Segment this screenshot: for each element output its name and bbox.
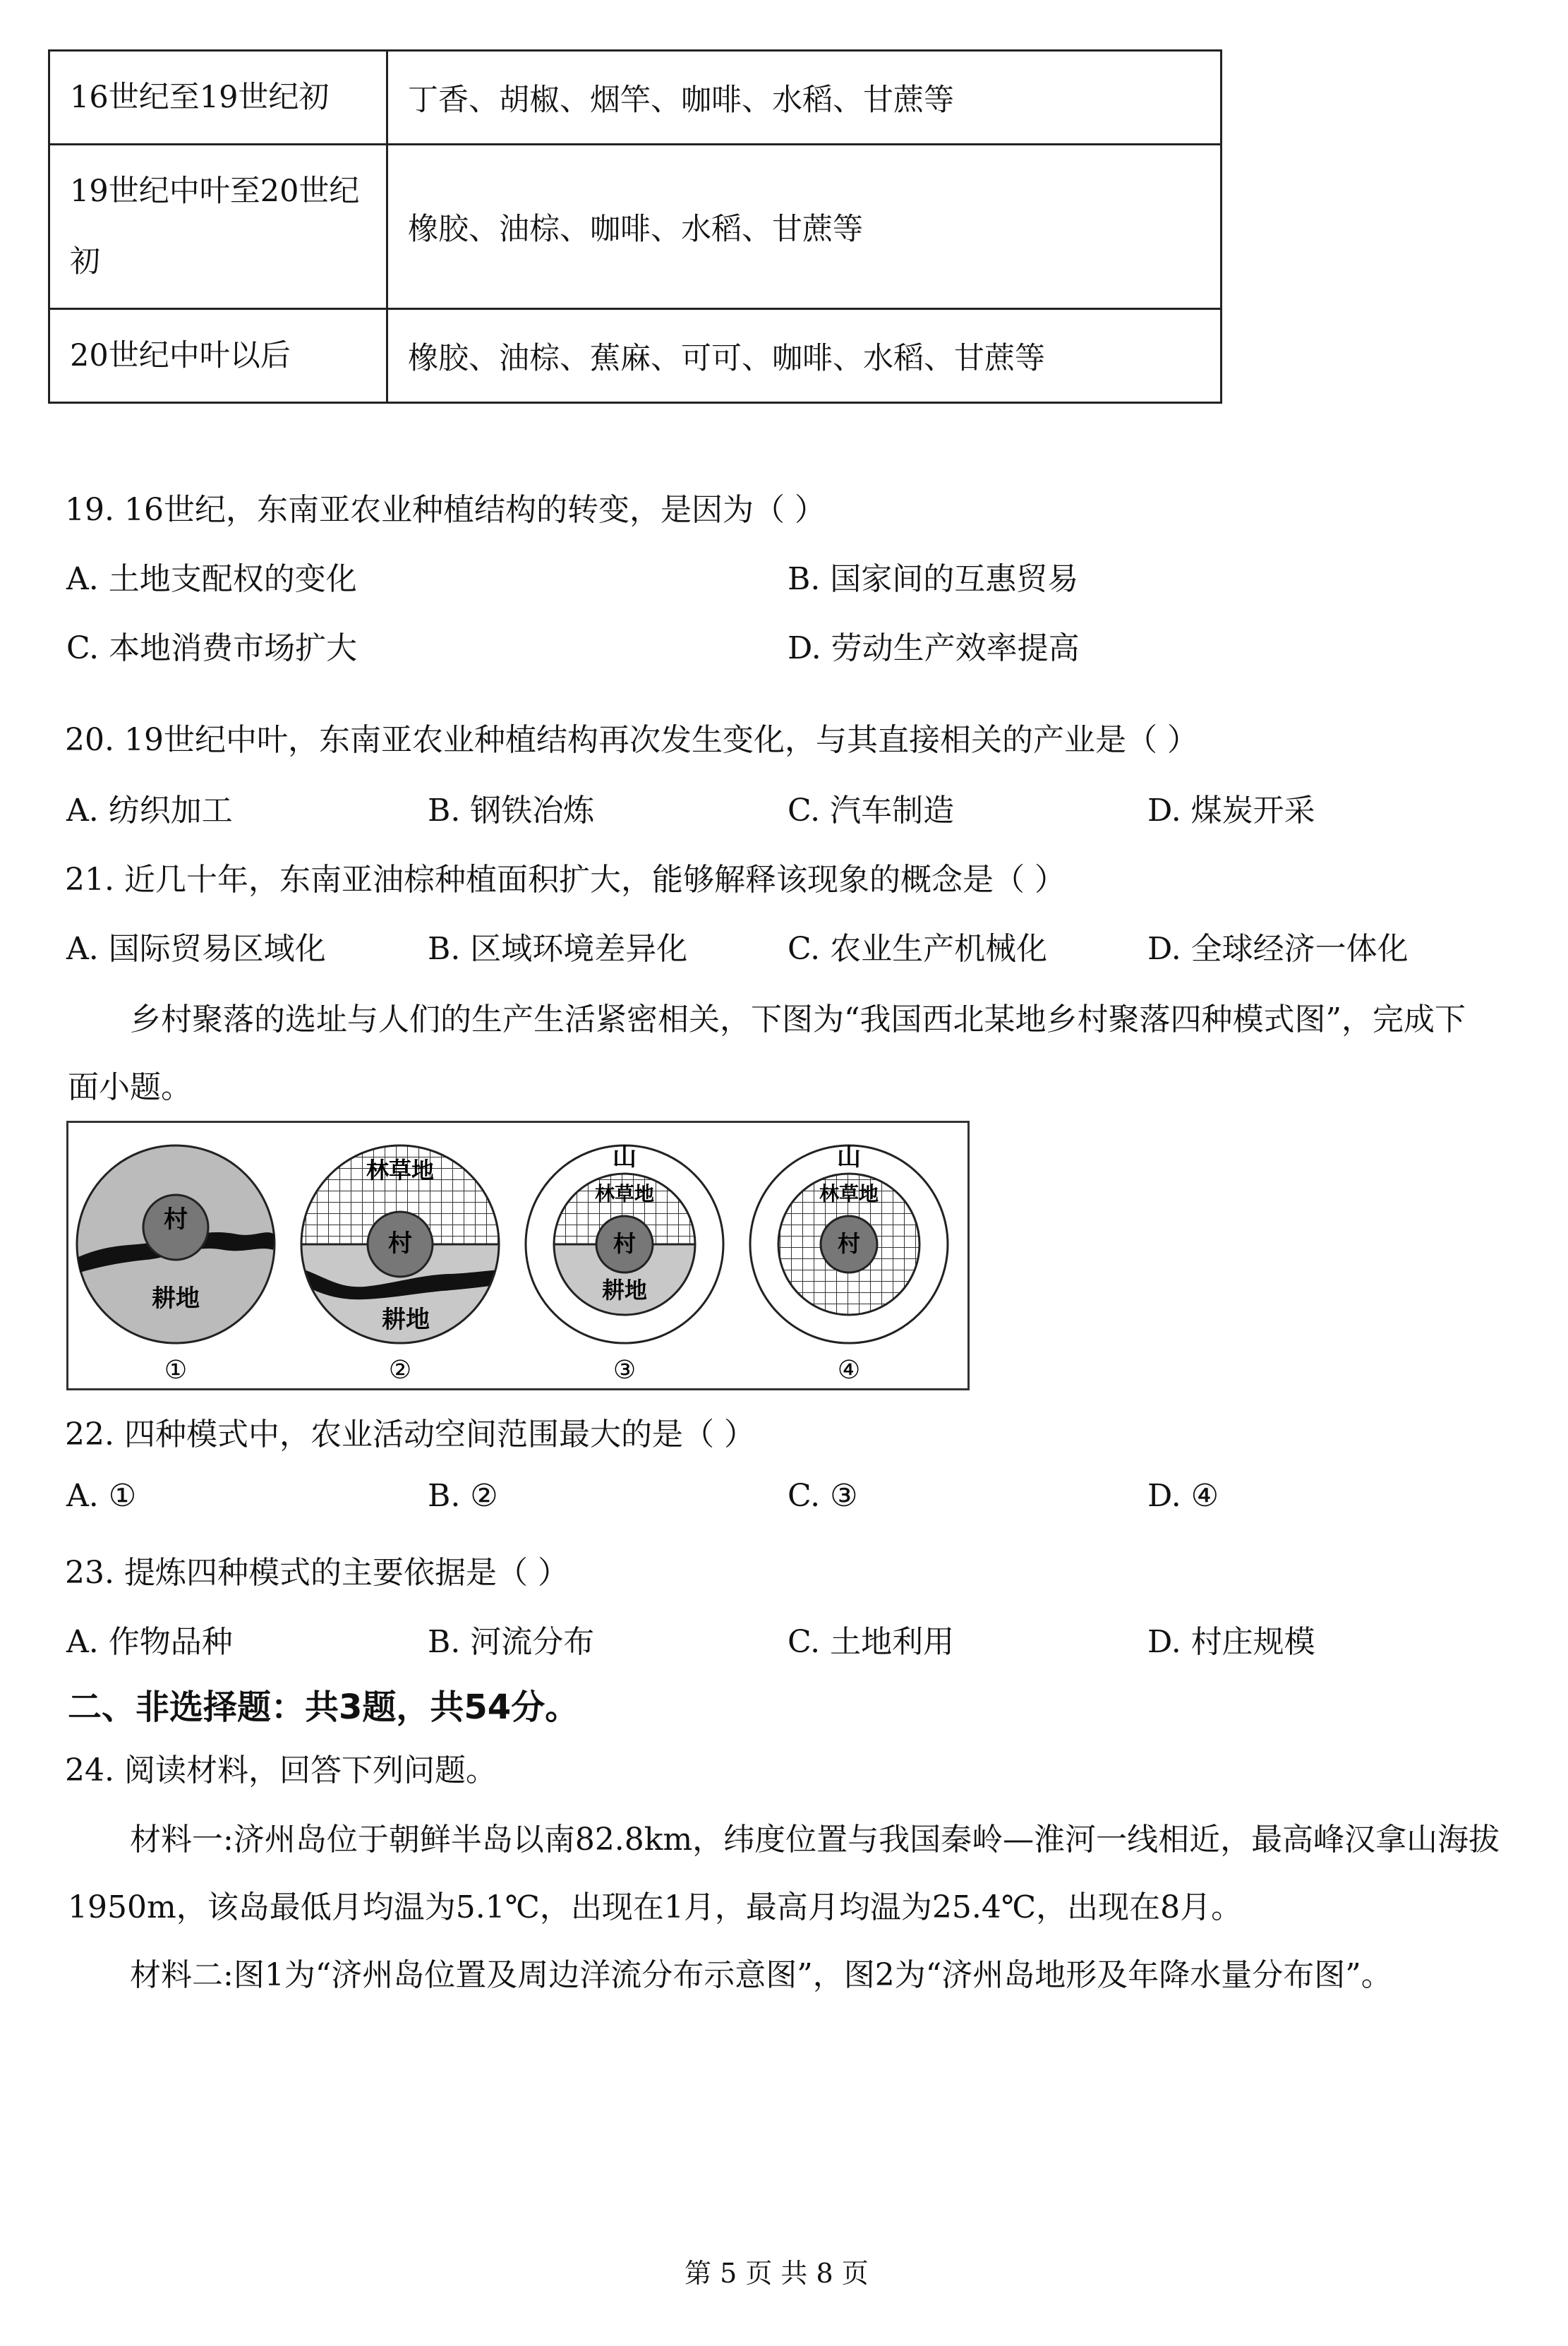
q23-stem: 23. 提炼四种模式的主要依据是（ ） [65,1555,569,1591]
q22-option-a: A. ① [66,1478,137,1514]
forest-grass-label: 林草地 [366,1157,435,1184]
table-row [49,51,1222,145]
period-cell: 19世纪中叶至20世纪初 [49,145,387,309]
q19-option-a: A. 土地支配权的变化 [66,561,357,597]
q23-option-c: C. 土地利用 [788,1624,955,1660]
village-label: 村 [837,1230,861,1257]
pattern-number: ④ [837,1356,861,1385]
crops-cell: 丁香、胡椒、烟竿、咖啡、水稻、甘蔗等 [387,51,1222,145]
intro-line-2: 面小题。 [68,1069,192,1105]
village-label: 村 [613,1230,637,1257]
q22-option-b: B. ② [428,1478,498,1514]
pattern-1 [77,1145,275,1343]
q19-option-c: C. 本地消费市场扩大 [66,630,358,666]
pattern-2 [294,1145,506,1350]
forest-grass-label: 林草地 [819,1182,879,1205]
farmland-label: 耕地 [382,1306,430,1334]
q19-option-d: D. 劳动生产效率提高 [788,630,1080,666]
crops-cell: 橡胶、油棕、咖啡、水稻、甘蔗等 [387,145,1222,309]
q22-option-c: C. ③ [788,1478,858,1514]
q21-stem: 21. 近几十年，东南亚油棕种植面积扩大，能够解释该现象的概念是（ ） [65,862,1066,898]
q21-option-d: D. 全球经济一体化 [1147,931,1409,967]
q23-option-b: B. 河流分布 [428,1624,595,1660]
farmland-label: 耕地 [152,1285,200,1313]
q20-stem: 20. 19世纪中叶，东南亚农业种植结构再次发生变化，与其直接相关的产业是（ ） [65,722,1198,758]
mountain-label: 山 [613,1143,637,1172]
village-label: 村 [388,1229,412,1258]
q24-material-1-line-1: 材料一:济州岛位于朝鲜半岛以南82.8km，纬度位置与我国秦岭—淮河一线相近，最高峰汉拿山海拔 [130,1822,1500,1858]
forest-grass-label: 林草地 [594,1182,655,1205]
q21-option-a: A. 国际贸易区域化 [66,931,326,967]
table-row [49,145,1222,309]
period-cell: 16世纪至19世纪初 [49,51,387,145]
q23-option-d: D. 村庄规模 [1147,1624,1315,1660]
q24-material-2: 材料二:图1为“济州岛位置及周边洋流分布示意图”，图2为“济州岛地形及年降水量分布图”。 [130,1957,1392,1993]
farmland-label: 耕地 [601,1277,648,1304]
table-row [49,309,1222,403]
q19-option-b: B. 国家间的互惠贸易 [788,561,1079,597]
pattern-number: ① [164,1356,188,1385]
village-label: 村 [164,1205,188,1234]
q21-option-b: B. 区域环境差异化 [428,931,688,967]
q24-material-1-line-2: 1950m，该岛最低月均温为5.1℃，出现在1月，最高月均温为25.4℃，出现在8月。 [68,1889,1243,1925]
pattern-number: ③ [613,1356,637,1385]
crop-period-table [48,49,1222,404]
section-2-heading: 二、非选择题：共3题，共54分。 [68,1688,579,1727]
intro-line-1: 乡村聚落的选址与人们的生产生活紧密相关，下图为“我国西北某地乡村聚落四种模式图”，完成下 [130,1001,1466,1037]
page-footer: 第 5 页 共 8 页 [685,2258,869,2289]
q20-option-a: A. 纺织加工 [66,793,233,829]
q23-option-a: A. 作物品种 [66,1624,233,1660]
period-cell: 20世纪中叶以后 [49,309,387,403]
q24-stem: 24. 阅读材料，回答下列问题。 [65,1752,497,1788]
q19-stem: 19. 16世纪，东南亚农业种植结构的转变，是因为（ ） [65,492,826,528]
mountain-label: 山 [837,1143,861,1172]
q22-option-d: D. ④ [1147,1478,1219,1514]
q20-option-b: B. 钢铁冶炼 [428,793,595,829]
q20-option-d: D. 煤炭开采 [1147,793,1315,829]
settlement-patterns-svg [68,1123,967,1388]
crops-cell: 橡胶、油棕、蕉麻、可可、咖啡、水稻、甘蔗等 [387,309,1222,403]
q22-stem: 22. 四种模式中，农业活动空间范围最大的是（ ） [65,1416,755,1452]
pattern-3 [526,1143,723,1343]
q21-option-c: C. 农业生产机械化 [788,931,1048,967]
pattern-number: ② [388,1356,412,1385]
q20-option-c: C. 汽车制造 [788,793,955,829]
pattern-4 [750,1143,948,1343]
settlement-patterns-figure [66,1121,970,1390]
